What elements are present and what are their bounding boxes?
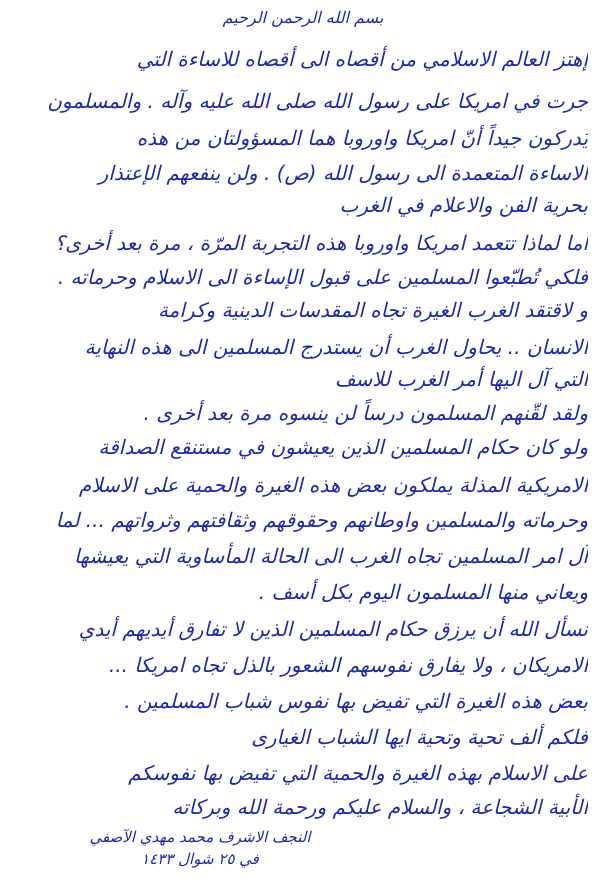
- letter-line: ولو كان حكام المسلمين الذين يعيشون في مستنقع الصداقة: [98, 435, 588, 459]
- letter-line: بحرية الفن والاعلام في الغرب: [339, 193, 588, 217]
- letter-line: فلكم ألف تحية وتحية ايها الشباب الغيارى: [251, 725, 588, 749]
- letter-line: و لاقتقد الغرب الغيرة تجاه المقدسات الدينية وكرامة: [157, 298, 588, 322]
- letter-line: ويعاني منها المسلمون اليوم بكل أسف .: [258, 580, 588, 604]
- letter-line: وحرماته والمسلمين واوطانهم وحقوقهم وثقافتهم وثرواتهم ... لما: [55, 508, 588, 532]
- letter-line: إهتز العالم الاسلامي من أقصاه الى أقصاه للاساءة التي: [136, 47, 588, 71]
- letter-line: نسأل الله أن يرزق حكام المسلمين الذين لا تفارق أيديهم أيدي: [78, 617, 588, 641]
- basmala-header: بسم الله الرحمن الرحيم: [222, 8, 384, 27]
- signature-block: [80, 826, 320, 870]
- letter-line: ولقد لقّنهم المسلمون درساً لن ينسوه مرة بعد أخرى .: [143, 401, 588, 425]
- letter-line: أما لماذا تتعمد امريكا واوروبا هذه التجربة المرّة ، مرة بعد أخرى؟: [54, 231, 588, 255]
- letter-line: الانسان .. يحاول الغرب أن يستدرج المسلمين الى هذه النهاية: [84, 335, 588, 359]
- letter-line: جرت في امريكا على رسول الله صلى الله عليه وآله . والمسلمون: [47, 89, 588, 113]
- letter-line: بعض هذه الغيرة التي تفيض بها نفوس شباب المسلمين .: [124, 689, 588, 713]
- letter-line: فلكي تُطبّعوا المسلمين على قبول الإساءة الى الاسلام وحرماته .: [57, 265, 588, 289]
- letter-line: الامريكية المذلة يملكون بعض هذه الغيرة والحمية على الاسلام: [78, 473, 588, 497]
- signature-date: في ٢٥ شوال ١٤٣٣: [141, 850, 259, 868]
- letter-line: آل امر المسلمين تجاه الغرب الى الحالة المأساوية التي يعيشها: [74, 544, 588, 568]
- letter-line: الاساءة المتعمدة الى رسول الله (ص) . ولن ينفعهم الإعتذار: [98, 161, 588, 185]
- letter-line: على الاسلام بهذه الغيرة والحمية التي تفيض بها نفوسكم: [128, 761, 588, 785]
- letter-line: يُدركون جيداً أنّ امريكا واوروبا هما المسؤولتان من هذه: [136, 126, 588, 150]
- letter-line: الامريكان ، ولا يفارق نفوسهم الشعور بالذل تجاه امريكا ...: [108, 653, 588, 677]
- signature-place-name: النجف الاشرف محمد مهدي الآصفي: [89, 828, 311, 846]
- letter-line: التي آل اليها أمر الغرب للاسف: [334, 367, 588, 391]
- letter-line: الأبية الشجاعة ، والسلام عليكم ورحمة الله وبركاته: [172, 795, 588, 819]
